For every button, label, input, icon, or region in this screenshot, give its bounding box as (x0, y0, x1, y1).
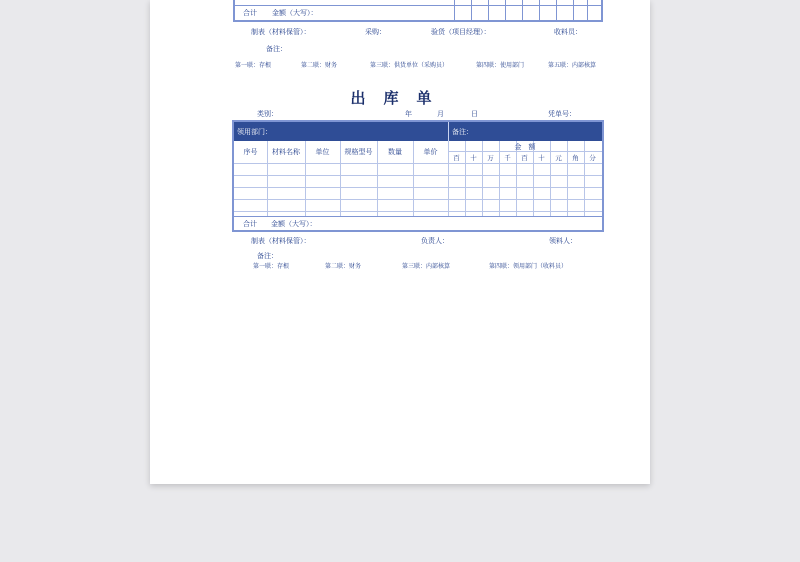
previous-amount-label: 金额（大写）： (272, 9, 318, 17)
previous-signature-inspection: 验货（项目经理）： (431, 28, 491, 36)
voucher-number-label: 凭单号： (548, 110, 576, 118)
column-header-quantity: 数量 (388, 148, 402, 156)
previous-signature-receiver: 收料员： (554, 28, 582, 36)
grid-line (539, 0, 540, 20)
signature-keeper: 制表（材料保管）： (251, 237, 311, 245)
grid-line (573, 0, 574, 20)
digit-header: 千 (504, 154, 511, 162)
grid-line (587, 0, 588, 20)
month-label: 月 (437, 110, 444, 118)
column-header-unit: 单位 (315, 148, 330, 156)
digit-header: 百 (521, 154, 528, 162)
table-header-band (234, 122, 602, 141)
column-header-unit-price: 单价 (423, 148, 438, 156)
table-grid (234, 141, 602, 230)
column-header-spec: 规格型号 (344, 148, 373, 156)
grid-line (234, 199, 602, 200)
column-header-material: 材料名称 (272, 148, 300, 156)
outbound-table (232, 120, 604, 232)
document-page (150, 0, 650, 484)
grid-line (234, 187, 602, 188)
previous-total-label: 合计 (243, 9, 257, 17)
grid-line (505, 0, 506, 20)
previous-copy-1: 第一联：存根 (235, 62, 272, 69)
signature-receiver: 领料人： (549, 237, 577, 245)
copy-3: 第三联：内部核算 (402, 263, 451, 270)
grid-line (556, 0, 557, 20)
category-label: 类别： (257, 110, 278, 118)
digit-header: 十 (538, 154, 545, 162)
previous-signature-keeper: 制表（材料保管）： (251, 28, 311, 36)
column-header-amount: 金 额 (514, 143, 536, 151)
previous-copy-2: 第二联：财务 (301, 62, 338, 69)
copy-1: 第一联：存根 (253, 263, 290, 270)
grid-line (234, 163, 602, 164)
digit-header: 十 (470, 154, 477, 162)
previous-copy-4: 第四联：使用部门 (476, 62, 525, 69)
column-header-index: 序号 (243, 148, 258, 156)
grid-line (488, 0, 489, 20)
grid-line (522, 0, 523, 20)
form-title: 出库单 (350, 89, 450, 107)
digit-header: 角 (572, 154, 579, 162)
previous-remark-label: 备注： (266, 45, 287, 53)
total-row (234, 216, 602, 230)
previous-signature-purchase: 采购： (365, 28, 386, 36)
digit-header: 元 (555, 154, 562, 162)
year-label: 年 (405, 110, 412, 118)
grid-line (454, 0, 455, 20)
department-label: 领用部门： (237, 128, 272, 136)
amount-in-words-label: 金额（大写）： (271, 220, 317, 228)
signature-responsible: 负责人： (421, 237, 449, 245)
grid-line (471, 0, 472, 20)
total-label: 合计 (243, 220, 257, 228)
digit-header: 万 (487, 154, 494, 162)
previous-form-row (235, 0, 601, 6)
copy-4: 第四联：领用部门（收料员） (489, 263, 568, 270)
copy-2: 第二联：财务 (325, 263, 362, 270)
grid-line (234, 211, 602, 212)
bottom-remark-label: 备注： (257, 252, 278, 260)
previous-form-table (233, 0, 603, 22)
table-remark-label: 备注： (452, 128, 473, 136)
grid-line (234, 175, 602, 176)
day-label: 日 (471, 110, 478, 118)
previous-copy-3: 第三联：供货单位（采购员） (370, 62, 449, 69)
digit-header: 百 (453, 154, 460, 162)
header-separator (448, 122, 449, 141)
previous-copy-5: 第五联：内部核算 (548, 62, 597, 69)
digit-header: 分 (589, 154, 596, 162)
